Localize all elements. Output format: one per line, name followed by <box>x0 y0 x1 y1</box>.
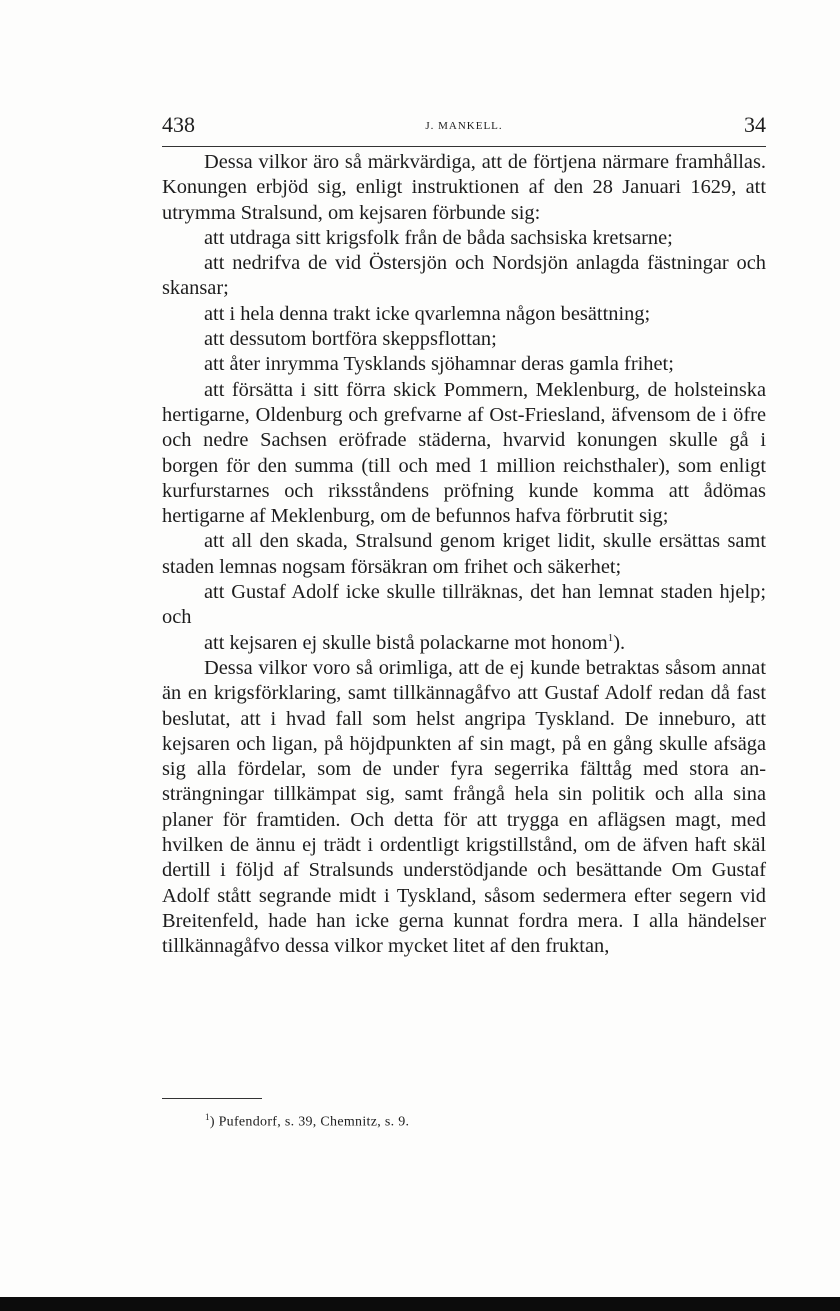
paragraph-intro: Dessa vilkor äro så märkvärdiga, att de förtjena närmare framhållas. Konungen erbjöd sig, enligt instruktionen af den 28 Januari 1629, att utrymma Stralsund, om kejsaren förbunde sig: <box>162 151 766 224</box>
scan-edge-band <box>0 1297 840 1311</box>
condition-7: att all den skada, Stralsund genom kriget lidit, skulle ersättas samt staden lemnas nogsam försäkran om frihet och säkerhet; <box>162 530 766 578</box>
condition-9-end: ). <box>613 631 626 654</box>
page-header <box>162 112 766 142</box>
condition-9 <box>162 631 766 656</box>
condition-3: att i hela denna trakt icke qvarlemna någon besättning; <box>204 302 651 325</box>
page-number-left: 438 <box>162 112 195 137</box>
condition-9-text: att kejsaren ej skulle bistå polackarne mot honom <box>204 631 608 654</box>
condition-6: att försätta i sitt förra skick Pommern, Meklenburg, de holsteinska hertigarne, Oldenburg och grefvarne af Ost-Friesland, äfvensom de i öfre och nedre Sachsen eröfrade städerna, hvarvid konungen skulle gå i borgen för den summa (till och med 1 million reichsthaler), som enligt kurfurstarnes och riksståndens pröfning kunde komma att ådömas hertigarne af Meklenburg, om de befunnos hafva förbrutit sig; <box>162 378 766 528</box>
footnote-reference: 1 <box>607 631 614 644</box>
condition-5: att åter inrymma Tysklands sjöhamnar deras gamla frihet; <box>204 353 674 376</box>
paragraph-analysis: Dessa vilkor voro så orimliga, att de ej kunde betraktas såsom annat än en krigsförklaring, samt tillkännagåfvo att Gustaf Adolf redan då fast beslutat, att i hvad fall som helst angripa Tyskland. De inneburo, att kejsaren och ligan, på höjdpunkten af sin magt, på en gång skulle afsäga sig alla fördelar, som de under fyra segerrika fälttåg med stora ansträngningar tillkämpat sig, samt frångå hela sin politik och alla sina planer för framtiden. Och detta för att trygga en aflägsen magt, med hvilken de ännu ej trädt i ordentligt krigstillstånd, om de äfven haft skäl dertill i följd af Stralsunds understödjande och besättande Om Gustaf Adolf stått segrande midt i Tyskland, såsom sedermera efter segern vid Breitenfeld, hade han icke gerna kunnat fordra mera. I alla händelser tillkännagåfvo dessa vilkor mycket litet af den fruktan, <box>162 656 766 958</box>
condition-1: att utdraga sitt krigsfolk från de båda sachsiska kretsarne; <box>204 226 673 249</box>
condition-2: att nedrifva de vid Östersjön och Nordsjön anlagda fästningar och skansar; <box>162 252 766 300</box>
body-text <box>162 150 766 960</box>
page-number-right: 34 <box>744 112 766 137</box>
footnote-rule <box>162 1098 262 1099</box>
footnote <box>205 1112 409 1131</box>
condition-4: att dessutom bortföra skeppsflottan; <box>204 328 497 351</box>
footnote-marker: 1 <box>205 1112 210 1122</box>
header-rule <box>162 146 766 147</box>
running-head: J. MANKELL. <box>425 120 503 132</box>
footnote-text: ) Pufendorf, s. 39, Chemnitz, s. 9. <box>209 1114 410 1130</box>
condition-8: att Gustaf Adolf icke skulle tillräknas, det han lemnat staden hjelp; och <box>162 581 766 629</box>
